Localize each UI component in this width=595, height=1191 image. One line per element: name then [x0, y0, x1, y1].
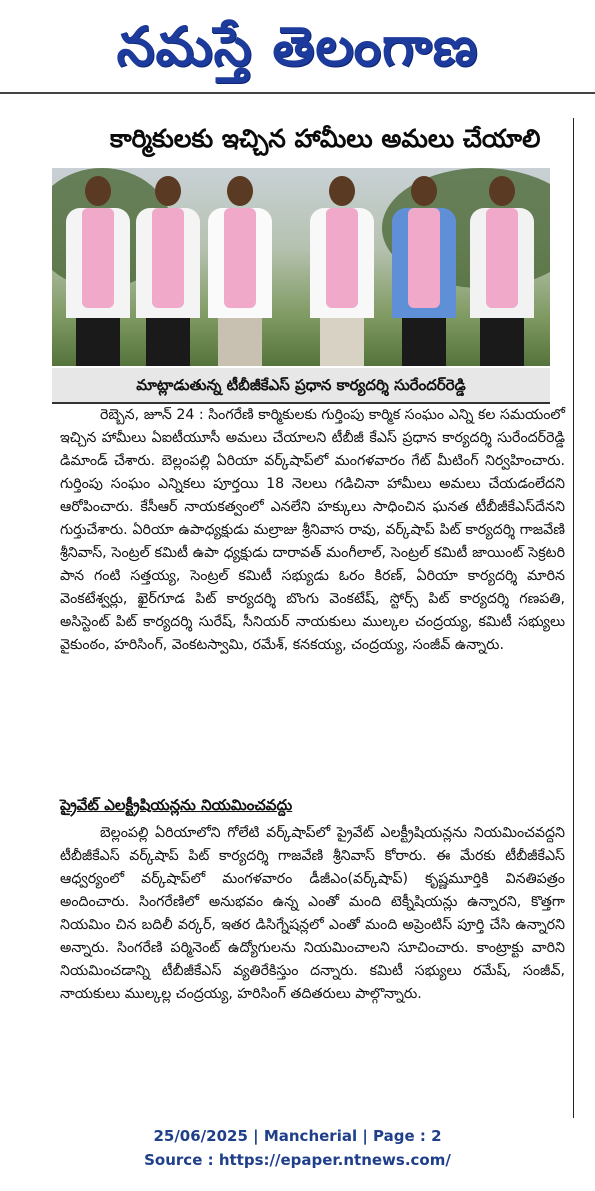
- article-headline: కార్మికులకు ఇచ్చిన హామీలు అమలు చేయాలి: [110, 124, 541, 153]
- page-footer: [0, 1124, 595, 1172]
- article-photo: [52, 168, 550, 366]
- masthead-logo-title: నమస్తే తెలంగాణ: [116, 14, 479, 78]
- footer-source: Source : https://epaper.ntnews.com/: [144, 1151, 451, 1169]
- masthead-divider: [0, 92, 595, 94]
- article-paragraph-2: బెల్లంపల్లి ఏరియాలోని గోలేటి వర్క్‌షాప్‌లో ప్రైవేట్ ఎలక్ట్రీషియన్లను నియమించవద్దని టీబీజీకేఎస్ వర్క్‌షాప్ పిట్ కార్యదర్శి గాజవేణి శ్రీనివాస్ కోరారు. ఈ మేరకు టీబీజీకేఎస్ ఆధ్వర్యంలో వర్క్‌షాప్‌లో మంగళవారం డీజీఎం(వర్క్‌షాప్) కృష్ణమూర్తికి వినతిపత్రం అందించారు. సింగరేణిలో అనుభవం ఉన్న ఎంతో మంది టెక్నీషియన్లు ఉన్నారని, కొత్తగా నియమిం చిన బదిలీ వర్కర్, ఇతర డిసిగ్నేషన్లలో ఎంతో మంది అప్రెంటిస్ పూర్తి చేసి ఉన్నారని అన్నారు. సింగరేణి పర్మినెంట్ ఉద్యోగులను నియమించాలని సూచించారు. కాంట్రాక్టు వారిని నియమించడాన్ని టీబీజీకేఎస్ వ్యతిరేకిస్తుం దన్నారు. కమిటీ సభ్యులు రమేష్, సంజీవ్, నాయకులు ముల్కల్ల చంద్రయ్య, హరిసింగ్ తదితరులు పాల్గొన్నారు.: [60, 825, 565, 1002]
- article-paragraph-1: రెబ్బెన, జూన్ 24 : సింగరేణి కార్మికులకు గుర్తింపు కార్మిక సంఘం ఎన్ని కల సమయంలో ఇచ్చిన హామీలు ఏఐటీయూసీ అమలు చేయాలని టీబీజీ కేఎస్ ప్రధాన కార్యదర్శి సురేందర్‌రెడ్డి డిమాండ్ చేశారు. బెల్లంపల్లి ఏరియా వర్క్‌షాప్‌లో మంగళవారం గేట్ మీటింగ్ నిర్వహించారు. గుర్తింపు సంఘం ఎన్నికలు పూర్తయి 18 నెలలు గడిచినా హామీలు అమలు చేయడంలేదని ఆరోపించారు. కేసీఆర్ నాయకత్వంలో ఎనలేని హక్కులు సాధించిన ఘనత టీబీజీకేఎస్‌దేనని గుర్తుచేశారు. ఏరియా ఉపాధ్యక్షుడు మల్రాజు శ్రీనివాస రావు, వర్క్‌షాప్ పిట్ కార్యదర్శి గాజవేణి శ్రీనివాస్, సెంట్రల్ కమిటీ ఉపా ధ్యక్షుడు దారావత్ మంగీలాల్, సెంట్రల్ కమిటీ జాయింట్ సెక్రటరి పాన గంటి సత్తయ్య, సెంట్రల్ కమిటీ సభ్యుడు ఓరం కిరణ్, ఏరియా కార్యదర్శి మారిన వెంకటేశ్వర్లు, ఖైర్‌గూడ పిట్ కార్యదర్శి బొంగు వెంకటేష్, స్టోర్స్ పిట్ కార్యదర్శి గణపతి, అసిస్టెంట్ పిట్ కార్యదర్శి సురేష్, సీనియర్ నాయకులు ముల్కల చంద్రయ్య, కమిటీ సభ్యులు వైకుంఠం, హరిసింగ్, వెంకటస్వామి, రమేశ్, కనకయ్య, చంద్రయ్య, సంజీవ్ ఉన్నారు.: [60, 407, 565, 653]
- footer-meta: 25/06/2025 | Mancherial | Page : 2: [153, 1127, 442, 1145]
- photo-caption: మాట్లాడుతున్న టీబీజీకేఎస్ ప్రధాన కార్యదర్శి సురేందర్‌రెడ్డి: [52, 368, 550, 404]
- column-divider: [573, 118, 574, 1118]
- masthead: [0, 4, 595, 88]
- article-subheading: ప్రైవేట్ ఎలక్ట్రీషియన్లను నియమించవద్దు: [60, 796, 293, 814]
